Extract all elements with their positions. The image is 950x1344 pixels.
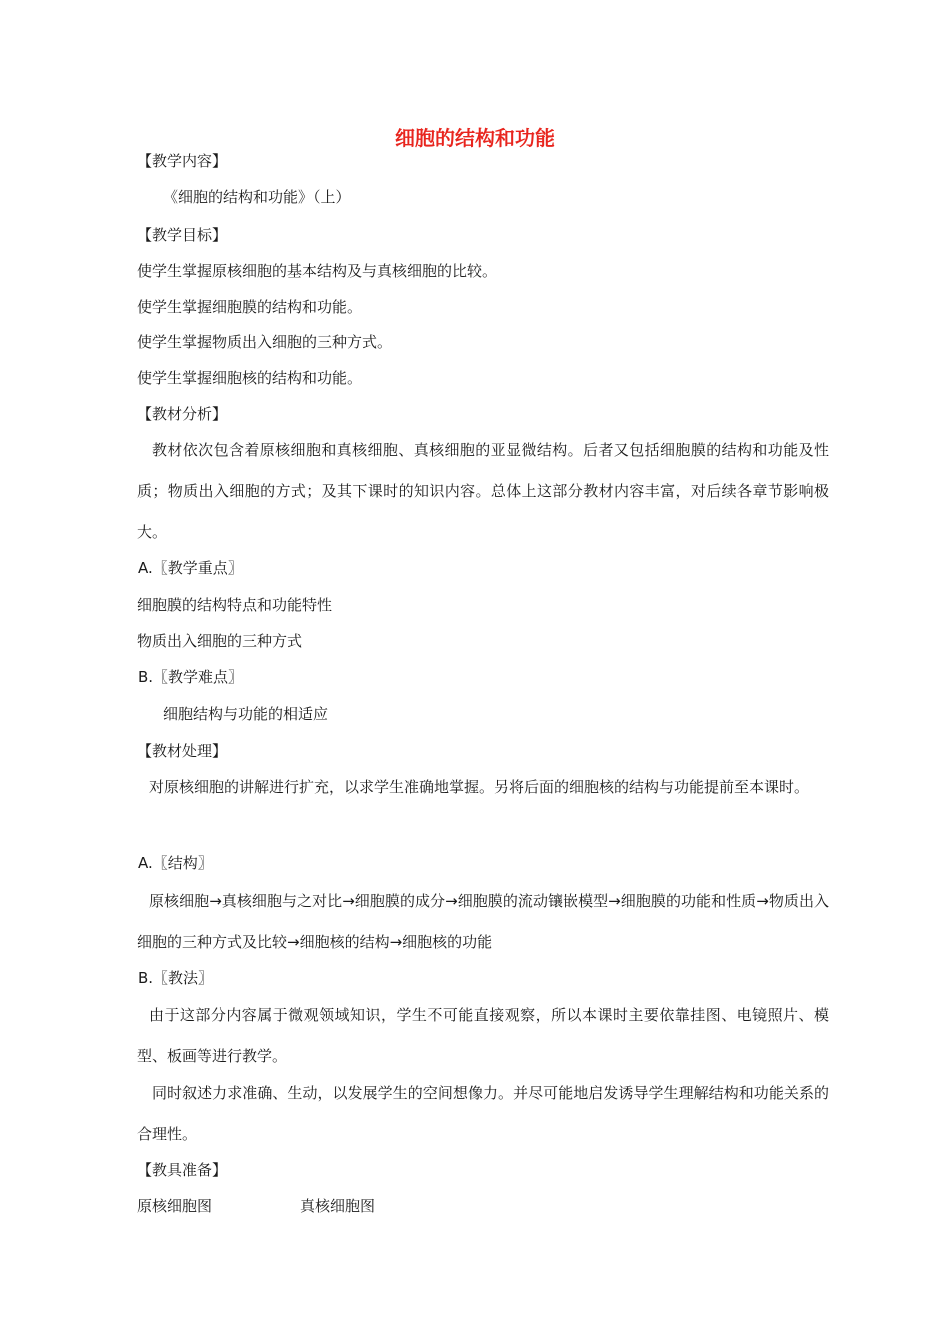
objective-item: 使学生掌握细胞核的结构和功能。 (137, 369, 363, 387)
method-paragraph-2: 同时叙述力求准确、生动，以发展学生的空间想像力。并尽可能地启发诱导学生理解结构和功能关系的合理性。 (137, 1084, 829, 1143)
teaching-aid-item: 真核细胞图 (300, 1197, 376, 1215)
teaching-aid-item: 原核细胞图 (137, 1197, 213, 1215)
heading-teaching-aids: 【教具准备】 (137, 1161, 228, 1179)
difficult-point-text: 细胞结构与功能的相适应 (163, 705, 329, 723)
objective-item: 使学生掌握物质出入细胞的三种方式。 (137, 333, 393, 351)
material-handling-paragraph: 对原核细胞的讲解进行扩充，以求学生准确地掌握。另将后面的细胞核的结构与功能提前至本课时。 (149, 778, 810, 796)
teaching-content-text: 《细胞的结构和功能》（上） (163, 188, 351, 206)
objective-item: 使学生掌握细胞膜的结构和功能。 (137, 298, 363, 316)
objective-item: 使学生掌握原核细胞的基本结构及与真核细胞的比较。 (137, 262, 498, 280)
heading-material-analysis: 【教材分析】 (137, 405, 228, 423)
heading-teaching-content: 【教学内容】 (137, 152, 228, 170)
heading-key-points: A.〖教学重点〗 (138, 559, 243, 577)
heading-material-handling: 【教材处理】 (137, 742, 228, 760)
key-point-item: 物质出入细胞的三种方式 (137, 632, 303, 650)
material-analysis-paragraph: 教材依次包含着原核细胞和真核细胞、真核细胞的亚显微结构。后者又包括细胞膜的结构和功能及性质；物质出入细胞的方式；及其下课时的知识内容。总体上这部分教材内容丰富，对后续各章节影响极大。 (137, 441, 829, 541)
structure-paragraph: 原核细胞→真核细胞与之对比→细胞膜的成分→细胞膜的流动镶嵌模型→细胞膜的功能和性质→物质出入细胞的三种方式及比较→细胞核的结构→细胞核的功能 (137, 892, 829, 951)
heading-structure: A.〖结构〗 (138, 854, 213, 872)
heading-teaching-objectives: 【教学目标】 (137, 226, 228, 244)
key-point-item: 细胞膜的结构特点和功能特性 (137, 596, 333, 614)
document-title: 细胞的结构和功能 (395, 126, 555, 150)
heading-difficult-points: B.〖教学难点〗 (138, 668, 244, 686)
method-paragraph-1: 由于这部分内容属于微观领域知识，学生不可能直接观察，所以本课时主要依靠挂图、电镜照片、模型、板画等进行教学。 (137, 1006, 829, 1065)
heading-method: B.〖教法〗 (138, 969, 214, 987)
